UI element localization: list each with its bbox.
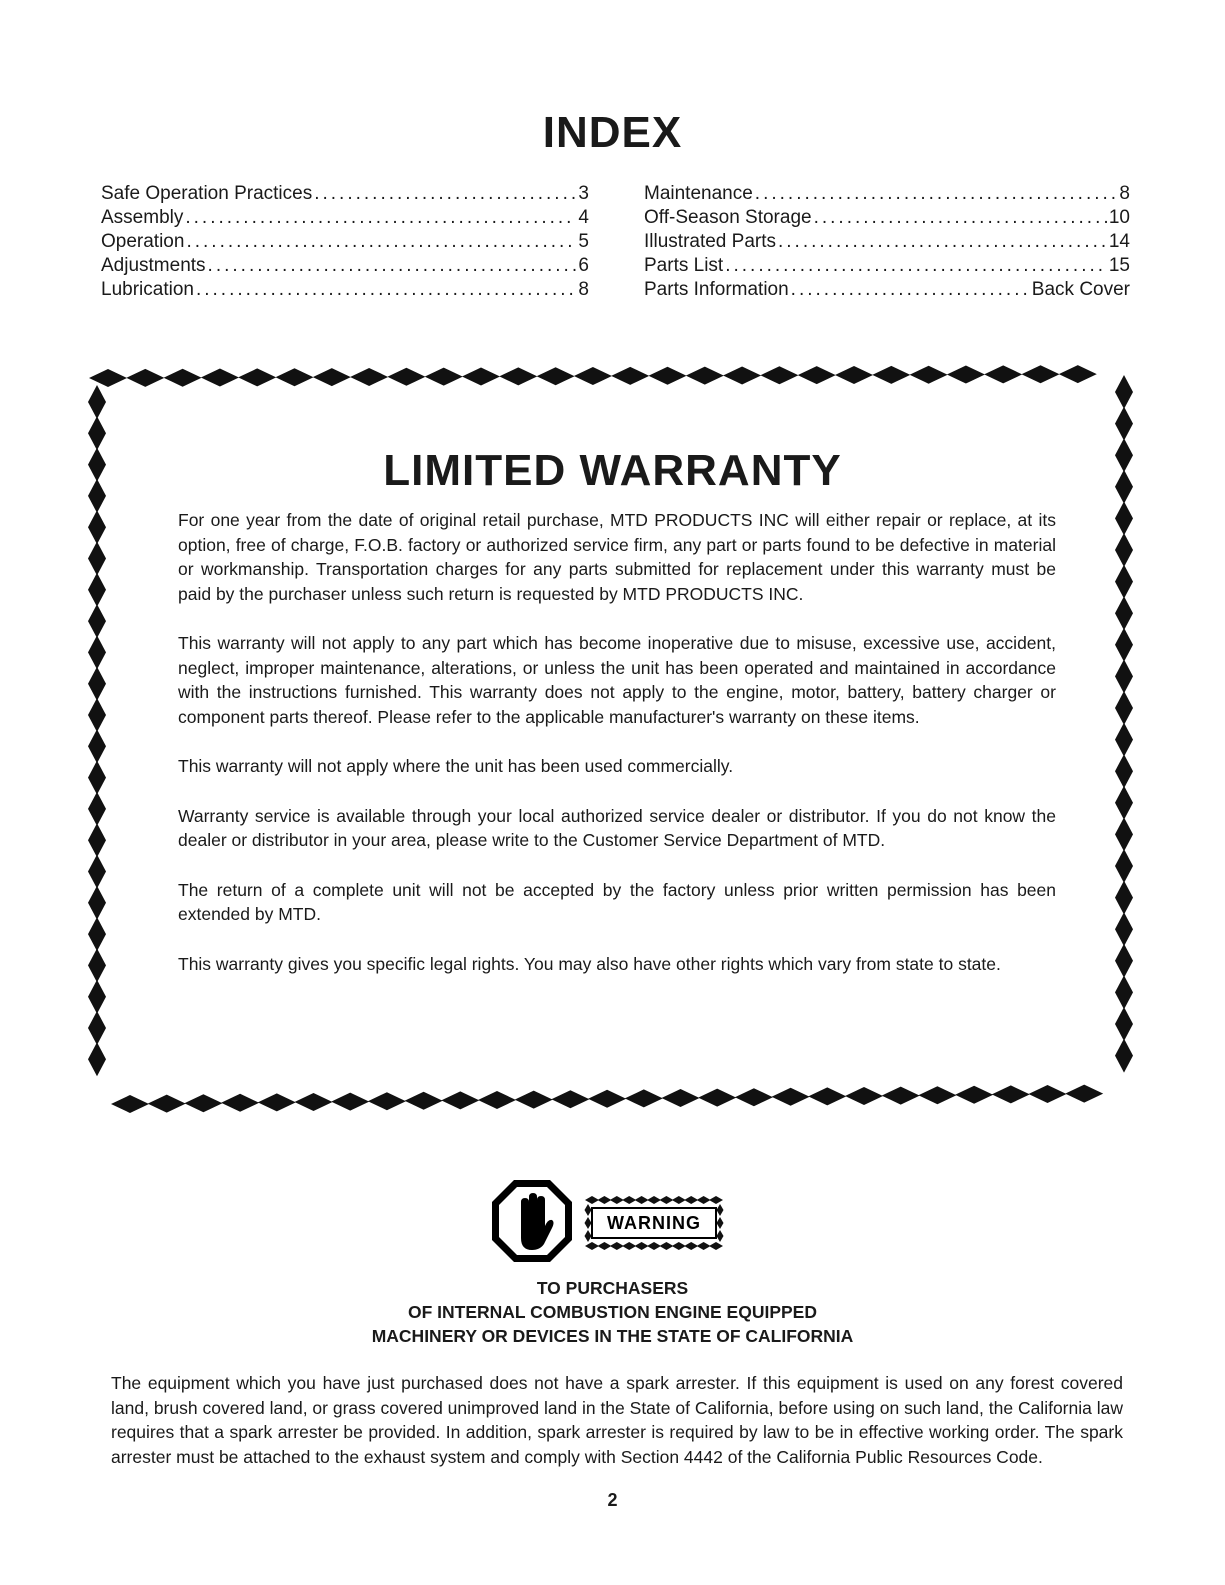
index-title: INDEX — [542, 108, 683, 157]
california-notice: The equipment which you have just purchased does not have a spark arrester. If this equipment is used on any forest covered land, brush covered land, or grass covered unimproved land in the State of California, before using on such land, the California law requires that a spark arrester be provided. In addition, spark arrester is required by law to be in effective working order. The spark arrester must be attached to the exhaust system and comply with Section 4442 of the California Public Resources Code. — [111, 1373, 1123, 1467]
diamond-ornament — [89, 369, 127, 387]
diamond-ornament — [622, 1196, 636, 1204]
diamond-ornament — [88, 698, 106, 732]
diamond-ornament — [1115, 1007, 1133, 1041]
diamond-ornament — [872, 366, 910, 384]
toc-entry-label: Parts Information — [644, 279, 789, 300]
diamond-ornament — [610, 1196, 624, 1204]
diamond-ornament — [947, 366, 985, 384]
diamond-ornament — [331, 1093, 369, 1111]
diamond-ornament — [499, 367, 537, 385]
diamond-ornament — [537, 367, 575, 385]
warranty-paragraph: The return of a complete unit will not be accepted by the factory unless prior written permission has been extended by MTD. — [178, 879, 1056, 924]
diamond-ornament — [88, 917, 106, 951]
diamond-ornament — [684, 1242, 698, 1250]
diamond-ornament — [1065, 1085, 1103, 1103]
warranty-paragraph: This warranty gives you specific legal rights. You may also have other rights which vary from state to state. — [178, 953, 1001, 974]
diamond-ornament — [478, 1091, 516, 1109]
toc-entry-label: Off-Season Storage — [644, 207, 812, 228]
diamond-ornament — [717, 1217, 724, 1229]
toc-entry-page: 5 — [578, 231, 589, 252]
diamond-ornament — [425, 368, 463, 386]
diamond-ornament — [918, 1086, 956, 1104]
diamond-ornament — [88, 1011, 106, 1045]
warranty-title: LIMITED WARRANTY — [383, 446, 842, 495]
diamond-ornament — [1115, 1039, 1133, 1073]
warning-emblem — [488, 1178, 748, 1268]
diamond-ornament — [551, 1090, 589, 1108]
diamond-ornament — [955, 1086, 993, 1104]
toc-entry-label: Adjustments — [101, 255, 206, 276]
warning-heading-line: MACHINERY OR DEVICES IN THE STATE OF CALIFORNIA — [371, 1326, 854, 1346]
diamond-ornament — [588, 1090, 626, 1108]
diamond-ornament — [585, 1242, 599, 1250]
diamond-ornament — [1115, 659, 1133, 693]
warranty-body — [178, 508, 1056, 1001]
diamond-ornament — [984, 365, 1022, 383]
toc-entry-page: 15 — [1108, 255, 1130, 276]
toc-entry-page: 8 — [1119, 183, 1130, 204]
diamond-ornament — [798, 366, 836, 384]
diamond-ornament — [585, 1204, 592, 1216]
diamond-ornament — [1115, 944, 1133, 978]
diamond-ornament — [709, 1242, 723, 1250]
diamond-ornament — [184, 1094, 222, 1112]
diamond-ornament — [625, 1089, 663, 1107]
warning-badge — [585, 1196, 724, 1250]
diamond-ornament — [313, 368, 351, 386]
diamond-ornament — [462, 368, 500, 386]
toc-entry-label: Lubrication — [101, 279, 194, 300]
diamond-ornament — [88, 823, 106, 857]
diamond-ornament — [1115, 596, 1133, 630]
diamond-ornament — [111, 1095, 149, 1113]
diamond-ornament — [88, 886, 106, 920]
diamond-ornament — [350, 368, 388, 386]
diamond-ornament — [88, 761, 106, 795]
diamond-ornament — [88, 604, 106, 638]
diamond-ornament — [88, 385, 106, 419]
diamond-ornament — [515, 1091, 553, 1109]
diamond-ornament — [672, 1242, 686, 1250]
diamond-ornament — [1115, 691, 1133, 725]
toc-entry-page: 4 — [578, 207, 589, 228]
diamond-ornament — [258, 1093, 296, 1111]
diamond-ornament — [1115, 565, 1133, 599]
warning-heading-line: TO PURCHASERS — [536, 1278, 689, 1298]
diamond-ornament — [610, 1242, 624, 1250]
toc-entry-label: Illustrated Parts — [644, 231, 776, 252]
diamond-ornament — [1115, 817, 1133, 851]
diamond-ornament — [659, 1242, 673, 1250]
diamond-ornament — [1115, 849, 1133, 883]
diamond-ornament — [698, 1089, 736, 1107]
diamond-ornament — [1022, 365, 1060, 383]
diamond-ornament — [647, 1242, 661, 1250]
diamond-ornament — [441, 1091, 479, 1109]
diamond-ornament — [164, 369, 202, 387]
diamond-ornament — [686, 367, 724, 385]
diamond-ornament — [1115, 375, 1133, 409]
diamond-ornament — [622, 1242, 636, 1250]
diamond-ornament — [88, 667, 106, 701]
diamond-ornament — [635, 1196, 649, 1204]
diamond-ornament — [387, 368, 425, 386]
toc-entry-label: Operation — [101, 231, 185, 252]
diamond-ornament — [88, 792, 106, 826]
warning-heading — [0, 1276, 1225, 1348]
diamond-ornament — [647, 1196, 661, 1204]
diamond-ornament — [717, 1230, 724, 1242]
diamond-ornament — [735, 1088, 773, 1106]
toc-entry-page: Back Cover — [1031, 279, 1130, 300]
diamond-ornament — [1115, 912, 1133, 946]
toc-entry-label: Maintenance — [644, 183, 753, 204]
diamond-ornament — [662, 1089, 700, 1107]
toc-entry-label: Safe Operation Practices — [101, 183, 313, 204]
warning-heading-line: OF INTERNAL COMBUSTION ENGINE EQUIPPED — [407, 1302, 817, 1322]
diamond-ornament — [808, 1087, 846, 1105]
toc-entry-page: 14 — [1108, 231, 1130, 252]
diamond-ornament — [88, 573, 106, 607]
diamond-ornament — [368, 1092, 406, 1110]
diamond-ornament — [611, 367, 649, 385]
diamond-ornament — [88, 1042, 106, 1076]
toc-entry-page: 8 — [578, 279, 589, 300]
toc-entry-page: 6 — [578, 255, 589, 276]
diamond-ornament — [585, 1217, 592, 1229]
diamond-ornament — [760, 366, 798, 384]
toc-entry-label: Assembly — [101, 207, 184, 228]
diamond-ornament — [1115, 723, 1133, 757]
diamond-ornament — [772, 1088, 810, 1106]
diamond-ornament — [672, 1196, 686, 1204]
diamond-ornament — [148, 1095, 186, 1113]
diamond-ornament — [1115, 786, 1133, 820]
toc-entry-page: 10 — [1108, 207, 1130, 228]
diamond-ornament — [723, 366, 761, 384]
diamond-ornament — [88, 635, 106, 669]
diamond-ornament — [709, 1196, 723, 1204]
diamond-ornament — [88, 729, 106, 763]
warning-badge-label: WARNING — [607, 1213, 701, 1233]
warranty-paragraph: This warranty will not apply where the unit has been used commercially. — [178, 756, 734, 776]
diamond-ornament — [697, 1196, 711, 1204]
diamond-ornament — [992, 1085, 1030, 1103]
diamond-ornament — [835, 366, 873, 384]
diamond-ornament — [717, 1204, 724, 1216]
warranty-paragraph: Warranty service is available through your local authorized service dealer or distributor. If you do not know the dealer or distributor in your area, please write to the Customer Service Department of MTD. — [178, 805, 1056, 850]
diamond-ornament — [88, 948, 106, 982]
diamond-ornament — [597, 1242, 611, 1250]
toc-entry-page: 3 — [578, 183, 589, 204]
diamond-ornament — [276, 368, 314, 386]
diamond-ornament — [1059, 365, 1097, 383]
diamond-ornament — [1115, 754, 1133, 788]
diamond-ornament — [238, 368, 276, 386]
diamond-ornament — [88, 980, 106, 1014]
toc-entry-label: Parts List — [644, 255, 724, 276]
diamond-ornament — [597, 1196, 611, 1204]
diamond-ornament — [649, 367, 687, 385]
warranty-paragraph: For one year from the date of original retail purchase, MTD PRODUCTS INC will either repair or replace, at its option, free of charge, F.O.B. factory or authorized service firm, any part or parts found to be defective in material or workmanship. Transportation charges for any parts submitted for replacement under this warranty must be paid by the purchaser unless such return is requested by MTD PRODUCTS INC. — [178, 510, 1056, 604]
diamond-ornament — [1115, 628, 1133, 662]
diamond-ornament — [574, 367, 612, 385]
diamond-ornament — [659, 1196, 673, 1204]
diamond-ornament — [845, 1087, 883, 1105]
diamond-ornament — [585, 1230, 592, 1242]
diamond-ornament — [126, 369, 164, 387]
diamond-ornament — [221, 1094, 259, 1112]
diamond-ornament — [882, 1087, 920, 1105]
diamond-ornament — [1115, 533, 1133, 567]
diamond-ornament — [684, 1196, 698, 1204]
diamond-ornament — [910, 366, 948, 384]
diamond-ornament — [1115, 881, 1133, 915]
diamond-ornament — [1115, 975, 1133, 1009]
diamond-ornament — [88, 855, 106, 889]
page-number: 2 — [607, 1490, 618, 1510]
diamond-ornament — [295, 1093, 333, 1111]
hand-stop-icon — [492, 1180, 572, 1262]
diamond-ornament — [1029, 1085, 1067, 1103]
diamond-ornament — [585, 1196, 599, 1204]
diamond-ornament — [88, 510, 106, 544]
diamond-ornament — [405, 1092, 443, 1110]
diamond-ornament — [635, 1242, 649, 1250]
warranty-paragraph: This warranty will not apply to any part which has become inoperative due to misuse, excessive use, accident, neglect, improper maintenance, alterations, or unless the unit has been operated and maintained in accordance with the instructions furnished. This warranty does not apply to the engine, motor, battery, battery charger or component parts thereof. Please refer to the applicable manufacturer's warranty on these items. — [178, 633, 1056, 727]
diamond-ornament — [1115, 501, 1133, 535]
diamond-ornament — [697, 1242, 711, 1250]
diamond-ornament — [88, 542, 106, 576]
diamond-ornament — [201, 369, 239, 387]
diamond-ornament — [1115, 407, 1133, 441]
